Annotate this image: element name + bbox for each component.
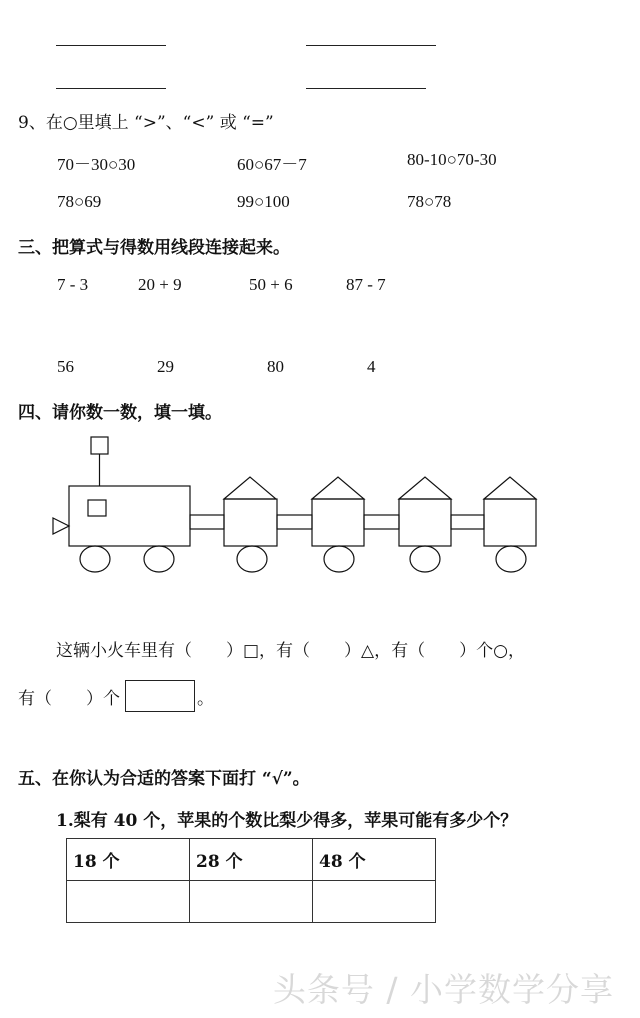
answer-line <box>56 45 166 46</box>
carriage-box <box>312 499 364 546</box>
result: 56 <box>57 357 74 376</box>
check-cell[interactable] <box>190 881 313 923</box>
expression: 50 + 6 <box>249 275 293 294</box>
engine-body <box>69 486 190 546</box>
roof-triangle <box>224 477 276 499</box>
coupler <box>277 515 312 529</box>
count-sentence-1: 这辆小火车里有（ ）□，有（ ）△，有（ ）个○， <box>56 641 525 661</box>
wheel <box>496 546 526 572</box>
count-sentence-2 <box>18 684 120 709</box>
check-cell[interactable] <box>67 881 190 923</box>
expression: 20 + 9 <box>138 275 182 294</box>
roof-triangle <box>312 477 364 499</box>
comparison-item: 78○69 <box>57 192 102 211</box>
answer-line <box>306 88 426 89</box>
wheel <box>144 546 174 572</box>
option-cell: 18 个 <box>67 839 190 881</box>
check-cell[interactable] <box>313 881 436 923</box>
result: 80 <box>267 357 284 376</box>
carriage-box <box>484 499 536 546</box>
window-square <box>88 500 106 516</box>
answer-line <box>306 45 436 46</box>
wheel <box>80 546 110 572</box>
wheel <box>237 546 267 572</box>
result: 4 <box>367 357 376 376</box>
comparison-item: 80-10○70-30 <box>407 150 497 169</box>
option-cell: 48 个 <box>313 839 436 881</box>
coupler <box>364 515 399 529</box>
train-figure <box>0 430 640 580</box>
section4-title: 四、请你数一数，填一填。 <box>18 403 222 423</box>
comparison-item: 78○78 <box>407 192 452 211</box>
coupler <box>451 515 484 529</box>
section5-question: 1.梨有 40 个，苹果的个数比梨少得多，苹果可能有多少个？ <box>56 811 518 831</box>
section3-title: 三、把算式与得数用线段连接起来。 <box>18 238 290 258</box>
chimney-square <box>91 437 108 454</box>
carriage-box <box>399 499 451 546</box>
comparison-item: 99○100 <box>237 192 290 211</box>
comparison-item: 70－30○30 <box>57 155 136 174</box>
carriage-box <box>224 499 277 546</box>
watermark: 头条号 / 小学数学分享 <box>272 970 614 1009</box>
rectangle-shape <box>125 680 195 712</box>
table-row <box>67 839 436 881</box>
wheel <box>410 546 440 572</box>
coupler <box>190 515 224 529</box>
wheel <box>324 546 354 572</box>
roof-triangle <box>399 477 451 499</box>
table-row <box>67 881 436 923</box>
answer-table <box>66 838 436 923</box>
answer-line <box>56 88 166 89</box>
result: 29 <box>157 357 174 376</box>
expression: 7 - 3 <box>57 275 89 294</box>
expression: 87 - 7 <box>346 275 386 294</box>
comparison-item: 60○67－7 <box>237 155 307 174</box>
roof-triangle <box>484 477 536 499</box>
count-sentence-2-suffix: 。 <box>197 689 214 709</box>
q9-title: 9、在○里填上 “>”、“<” 或 “=” <box>18 113 274 133</box>
section5-title: 五、在你认为合适的答案下面打 “√”。 <box>18 769 310 789</box>
front-triangle <box>53 518 69 534</box>
option-cell: 28 个 <box>190 839 313 881</box>
count-sentence-2-prefix: 有（ ）个 <box>18 689 120 709</box>
